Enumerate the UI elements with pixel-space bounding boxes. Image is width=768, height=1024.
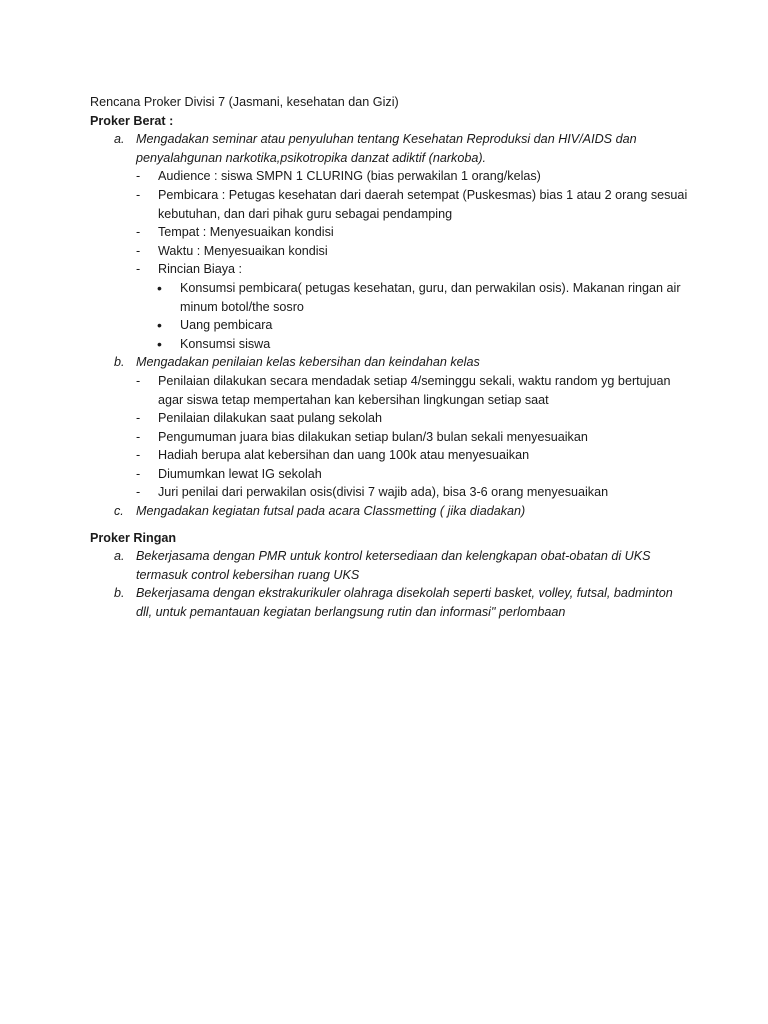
sub-item-text: Penilaian dilakukan saat pulang sekolah — [158, 411, 383, 426]
sub-item — [90, 446, 690, 465]
bullet-icon: • — [157, 279, 162, 296]
dash-marker: - — [136, 187, 141, 202]
sub-item-text: Pembicara : Petugas kesehatan dari daerah setempat (Puskesmas) bias 1 atau 2 orang sesuai kebutuhan, dan dari pihak guru sebagai pendamping — [158, 187, 688, 221]
sub-item-text: Diumumkan lewat IG sekolah — [158, 466, 322, 481]
section-heading-proker-ringan: Proker Ringan — [90, 530, 177, 545]
dash-marker: - — [136, 448, 141, 463]
document-title: Rencana Proker Divisi 7 (Jasmani, kesehatan dan Gizi) — [90, 95, 399, 109]
sub-item — [90, 167, 690, 186]
sub-item-text: Juri penilai dari perwakilan osis(divisi 7 wajib ada), bisa 3-6 orang menyesuaikan — [158, 485, 609, 500]
list-item-berat-c — [90, 502, 690, 521]
list-marker: a. — [114, 549, 125, 564]
list-marker: a. — [114, 132, 125, 147]
dash-marker: - — [136, 262, 141, 277]
sub-item — [90, 409, 690, 428]
section-heading-proker-berat: Proker Berat : — [90, 113, 174, 128]
document-body — [90, 93, 690, 622]
bullet-item-text: Uang pembicara — [180, 318, 273, 333]
sub-item — [90, 186, 690, 223]
list-item-text: Bekerjasama dengan PMR untuk kontrol ketersediaan dan kelengkapan obat-obatan di UKS termasuk control kebersihan ruang UKS — [136, 549, 651, 582]
sub-item — [90, 428, 690, 447]
bullet-item — [90, 279, 690, 316]
bullet-icon: • — [157, 317, 162, 334]
dash-marker: - — [136, 411, 141, 426]
dash-marker: - — [136, 169, 141, 184]
sub-item-text: Waktu : Menyesuaikan kondisi — [158, 243, 328, 258]
list-item-text: Bekerjasama dengan ekstrakurikuler olahraga disekolah seperti basket, volley, futsal, badminton dll, untuk pemantauan kegiatan berlangsung rutin dan informasi" perlombaan — [136, 586, 673, 620]
dash-marker: - — [136, 466, 141, 481]
list-item-berat-b — [90, 353, 690, 372]
dash-marker: - — [136, 225, 141, 240]
list-marker: b. — [114, 355, 125, 370]
sub-item — [90, 372, 690, 409]
bullet-item-text: Konsumsi siswa — [180, 336, 271, 351]
list-item-text: Mengadakan seminar atau penyuluhan tentang Kesehatan Reproduksi dan HIV/AIDS dan penyalahgunan narkotika,psikotropika danzat adiktif (narkoba). — [136, 132, 637, 165]
bullet-item — [90, 335, 690, 354]
dash-marker: - — [136, 429, 141, 444]
sub-item-text: Tempat : Menyesuaikan kondisi — [158, 225, 334, 240]
bullet-item-text: Konsumsi pembicara( petugas kesehatan, guru, dan perwakilan osis). Makanan ringan air minum botol/the sosro — [180, 280, 681, 314]
sub-item-text: Penilaian dilakukan secara mendadak setiap 4/seminggu sekali, waktu random yg bertujuan agar siswa tetap mempertahan kan kebersihan lingkungan setiap saat — [158, 373, 671, 407]
dash-marker: - — [136, 485, 141, 500]
bullet-icon: • — [157, 335, 162, 352]
list-item-text: Mengadakan penilaian kelas kebersihan dan keindahan kelas — [136, 355, 480, 370]
sub-item — [90, 260, 690, 279]
list-item-ringan-a — [90, 547, 690, 584]
list-item-text: Mengadakan kegiatan futsal pada acara Classmetting ( jika diadakan) — [136, 504, 526, 519]
sub-item — [90, 223, 690, 242]
sub-item — [90, 242, 690, 261]
list-item-berat-a — [90, 130, 690, 167]
dash-marker: - — [136, 243, 141, 258]
list-marker: b. — [114, 586, 125, 601]
sub-item-text: Rincian Biaya : — [158, 262, 242, 277]
list-item-ringan-b — [90, 584, 690, 621]
sub-item — [90, 465, 690, 484]
list-marker: c. — [114, 504, 124, 519]
dash-marker: - — [136, 373, 141, 388]
sub-item — [90, 483, 690, 502]
sub-item-text: Hadiah berupa alat kebersihan dan uang 100k atau menyesuaikan — [158, 448, 530, 463]
sub-item-text: Pengumuman juara bias dilakukan setiap bulan/3 bulan sekali menyesuaikan — [158, 429, 588, 444]
sub-item-text: Audience : siswa SMPN 1 CLURING (bias perwakilan 1 orang/kelas) — [158, 169, 541, 184]
bullet-item — [90, 316, 690, 335]
